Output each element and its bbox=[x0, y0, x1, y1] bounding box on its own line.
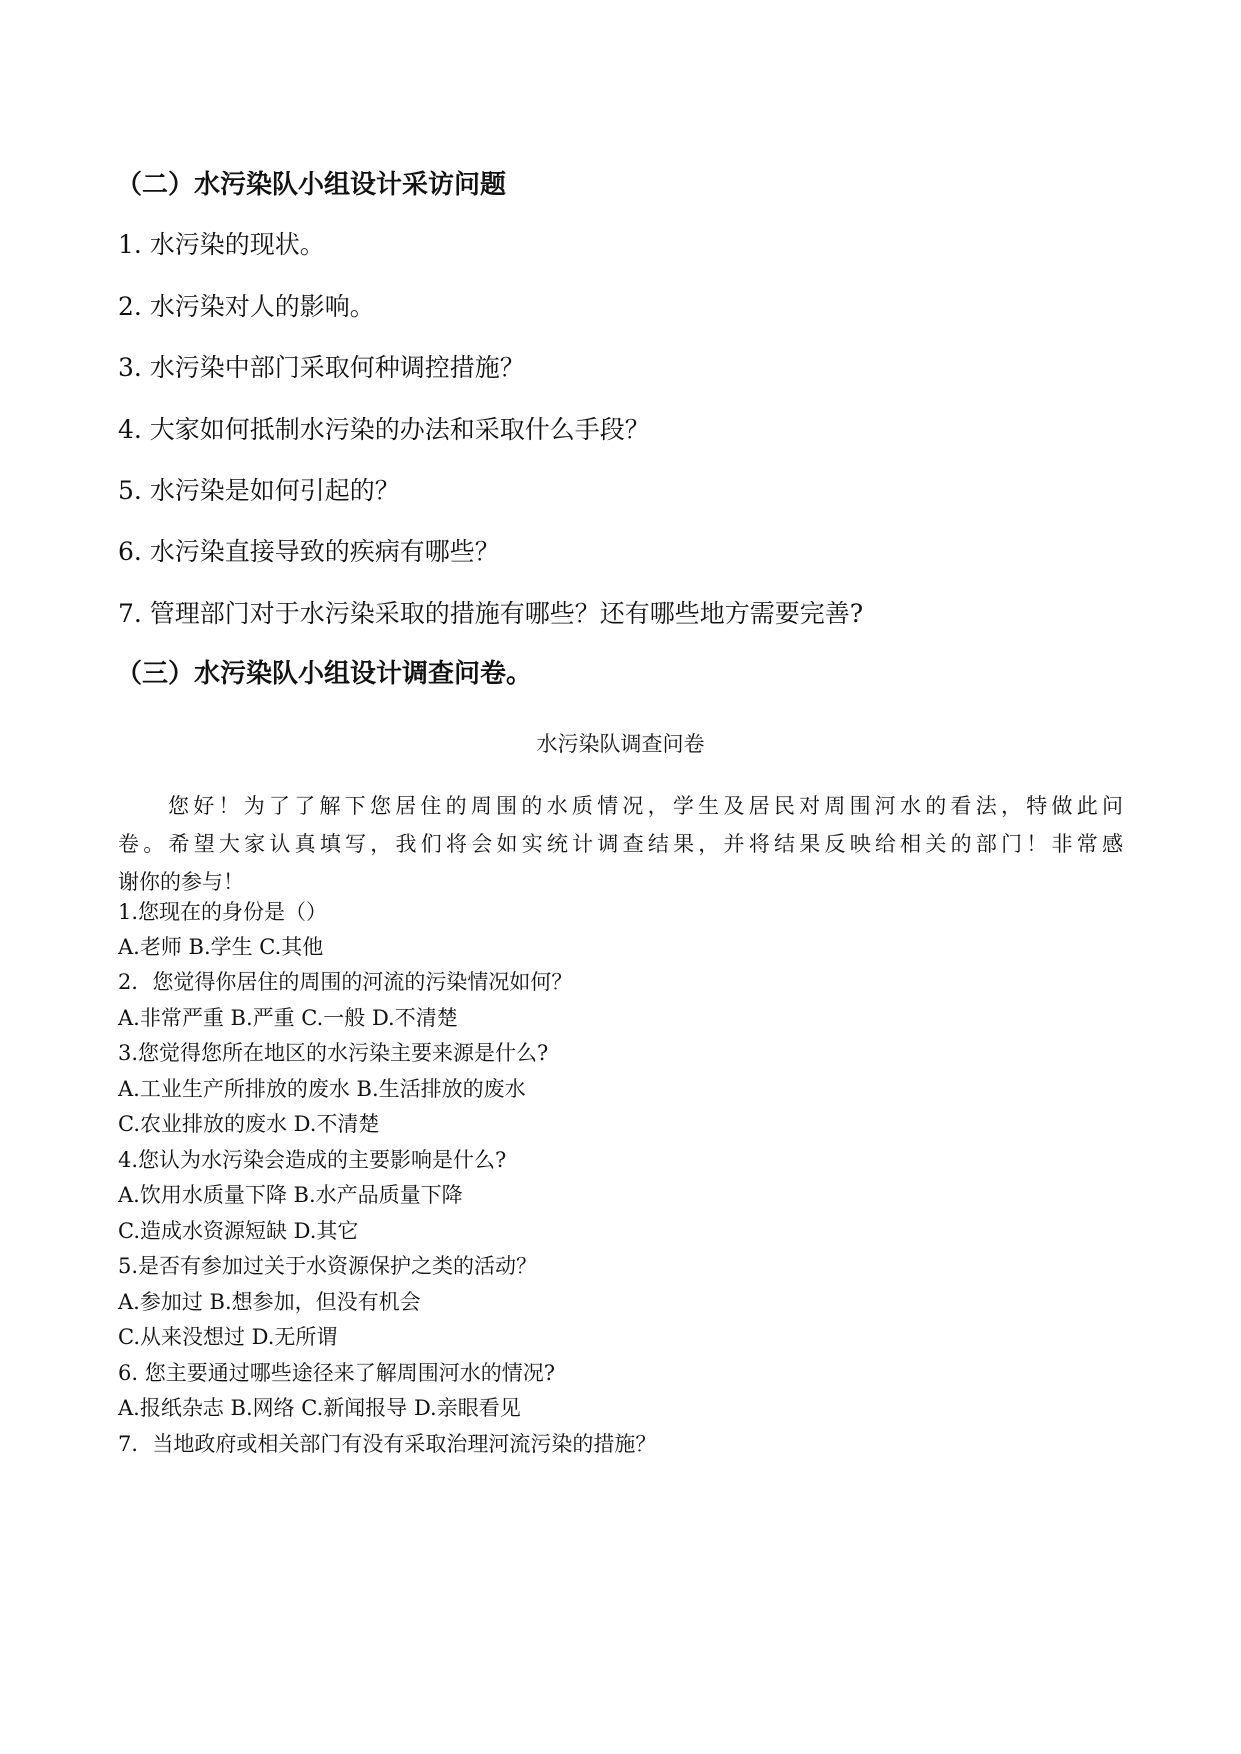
survey-question-1: 1.您现在的身份是（） bbox=[118, 900, 328, 924]
survey-question-4: 4.您认为水污染会造成的主要影响是什么? bbox=[118, 1148, 507, 1172]
survey-question-3: 3.您觉得您所在地区的水污染主要来源是什么? bbox=[118, 1041, 549, 1065]
survey-options: A.非常严重 B.严重 C.一般 D.不清楚 bbox=[118, 1006, 458, 1030]
survey-question-5: 5.是否有参加过关于水资源保护之类的活动？ bbox=[118, 1254, 538, 1278]
interview-question-1: 1. 水污染的现状。 bbox=[118, 230, 325, 259]
survey-options: A.饮用水质量下降 B.水产品质量下降 bbox=[118, 1183, 463, 1207]
survey-intro-line: 您好！为了了解下您居住的周围的水质情况，学生及居民对周围河水的看法，特做此问 bbox=[168, 794, 1123, 818]
section-heading-questionnaire: （三）水污染队小组设计调查问卷。 bbox=[116, 659, 533, 689]
section-heading-interview: （二）水污染队小组设计采访问题 bbox=[116, 170, 507, 200]
interview-question-4: 4. 大家如何抵制水污染的办法和采取什么手段？ bbox=[118, 415, 650, 444]
survey-options: C.造成水资源短缺 D.其它 bbox=[118, 1219, 359, 1243]
interview-question-3: 3. 水污染中部门采取何种调控措施？ bbox=[118, 353, 525, 382]
survey-intro-line: 谢你的参与！ bbox=[118, 870, 244, 894]
survey-options: A.参加过 B.想参加，但没有机会 bbox=[118, 1290, 421, 1314]
survey-question-6: 6. 您主要通过哪些途径来了解周围河水的情况? bbox=[118, 1361, 555, 1385]
survey-intro bbox=[118, 787, 1123, 901]
survey-intro-line: 卷。希望大家认真填写，我们将会如实统计调查结果，并将结果反映给相关的部门！非常感 bbox=[118, 832, 1123, 856]
survey-question-2: 2．您觉得你居住的周围的河流的污染情况如何？ bbox=[118, 970, 573, 994]
survey-options: A.老师 B.学生 C.其他 bbox=[118, 935, 324, 959]
interview-question-5: 5. 水污染是如何引起的？ bbox=[118, 476, 400, 505]
survey-question-7: 7．当地政府或相关部门有没有采取治理河流污染的措施？ bbox=[118, 1432, 657, 1456]
survey-title: 水污染队调查问卷 bbox=[536, 732, 705, 756]
interview-question-7: 7. 管理部门对于水污染采取的措施有哪些？还有哪些地方需要完善? bbox=[118, 599, 864, 628]
interview-question-6: 6. 水污染直接导致的疾病有哪些？ bbox=[118, 537, 500, 566]
survey-options: C.从来没想过 D.无所谓 bbox=[118, 1325, 338, 1349]
interview-question-2: 2. 水污染对人的影响。 bbox=[118, 292, 375, 321]
survey-options: C.农业排放的废水 D.不清楚 bbox=[118, 1112, 380, 1136]
survey-options: A.工业生产所排放的废水 B.生活排放的废水 bbox=[118, 1077, 526, 1101]
survey-options: A.报纸杂志 B.网络 C.新闻报导 D.亲眼看见 bbox=[118, 1396, 521, 1420]
